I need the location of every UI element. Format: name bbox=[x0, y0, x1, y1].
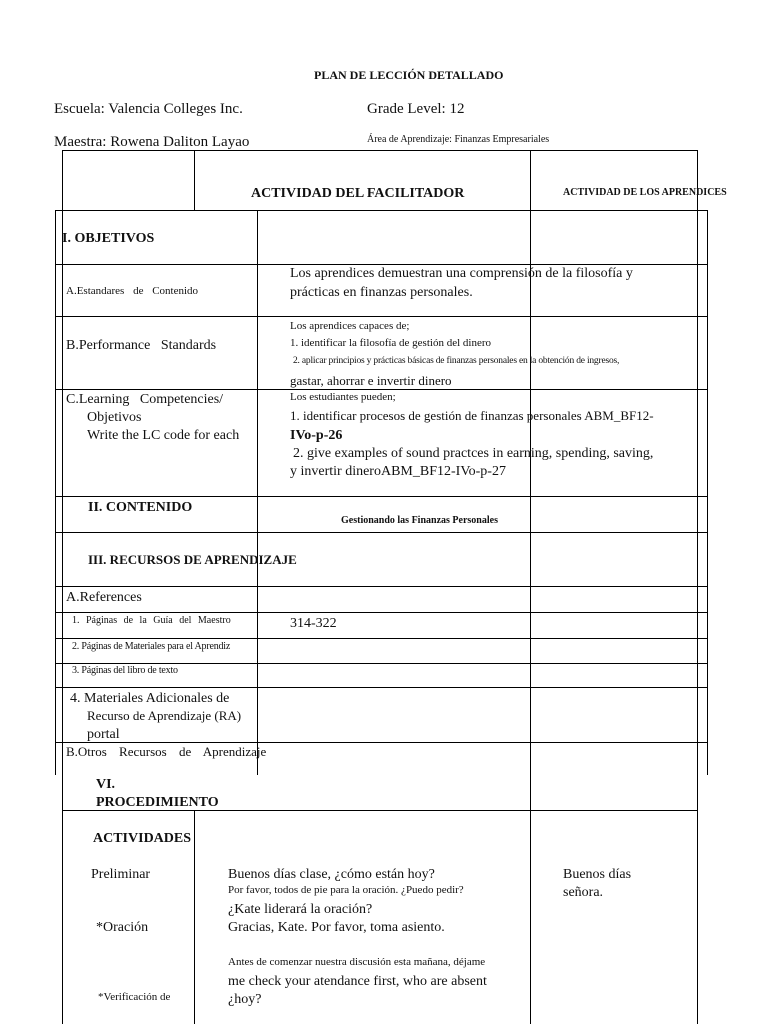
other-resources-label: B.Otros Recursos de Aprendizaje bbox=[66, 744, 267, 759]
grade-level: Grade Level: 12 bbox=[367, 101, 465, 117]
additional-materials-label: 4. Materiales Adicionales de bbox=[70, 691, 230, 706]
table-rule bbox=[55, 532, 708, 533]
table-rule bbox=[55, 496, 708, 497]
learning-area: Área de Aprendizaje: Finanzas Empresariales bbox=[367, 134, 550, 145]
learning-competencies-text: IVo-p-26 bbox=[290, 428, 343, 443]
additional-materials-label: portal bbox=[87, 727, 120, 742]
procedure-heading: VI. bbox=[96, 777, 116, 792]
table-rule-right-outer bbox=[707, 210, 708, 775]
learning-competencies-text: y invertir dineroABM_BF12-IVo-p-27 bbox=[290, 464, 506, 479]
teacher-guide-pages: 314-322 bbox=[290, 616, 337, 631]
facilitator-column-header: ACTIVIDAD DEL FACILITADOR bbox=[251, 186, 465, 201]
facilitator-line: Antes de comenzar nuestra discusión esta mañana, déjame bbox=[228, 956, 486, 968]
additional-materials-label: Recurso de Aprendizaje (RA) bbox=[87, 708, 242, 723]
facilitator-line: ¿hoy? bbox=[228, 992, 262, 1007]
table-rule-col1 bbox=[257, 210, 258, 775]
table-rule bbox=[55, 586, 708, 587]
school-name: Escuela: Valencia Colleges Inc. bbox=[54, 101, 243, 117]
learners-column-header: ACTIVIDAD DE LOS APRENDICES bbox=[563, 187, 727, 198]
content-standards-text: prácticas en finanzas personales. bbox=[290, 285, 473, 300]
learning-competencies-label: Write the LC code for each bbox=[87, 428, 240, 443]
content-heading: II. CONTENIDO bbox=[88, 500, 193, 515]
activities-heading: ACTIVIDADES bbox=[93, 831, 192, 846]
learning-competencies-label: Objetivos bbox=[87, 410, 142, 425]
teacher-name: Maestra: Rowena Daliton Layao bbox=[54, 134, 250, 150]
resources-heading: III. RECURSOS DE APRENDIZAJE bbox=[88, 552, 297, 567]
performance-standards-text: Los aprendices capaces de; bbox=[290, 320, 410, 332]
preliminary-label: Preliminar bbox=[91, 867, 151, 882]
prayer-label: *Oración bbox=[96, 920, 149, 935]
learning-competencies-text: Los estudiantes pueden; bbox=[290, 391, 396, 403]
objectives-heading: I. OBJETIVOS bbox=[62, 231, 155, 246]
document-title: PLAN DE LECCIÓN DETALLADO bbox=[314, 68, 504, 82]
learning-competencies-text: 1. identificar procesos de gestión de finanzas personales ABM_BF12- bbox=[290, 408, 654, 423]
facilitator-line: me check your atendance first, who are absent bbox=[228, 974, 487, 989]
table-rule-left-inner bbox=[62, 150, 63, 1024]
learners-line: Buenos días bbox=[563, 867, 632, 882]
table-rule bbox=[55, 687, 708, 688]
facilitator-line: Buenos días clase, ¿cómo están hoy? bbox=[228, 867, 435, 882]
learners-line: señora. bbox=[563, 885, 604, 900]
table-rule bbox=[55, 264, 708, 265]
attendance-label: *Verificación de bbox=[98, 991, 171, 1003]
performance-standards-text: 1. identificar la filosofía de gestión del dinero bbox=[290, 337, 491, 349]
table-rule bbox=[55, 389, 708, 390]
references-label: A.References bbox=[66, 590, 142, 605]
textbook-label: 3. Páginas del libro de texto bbox=[72, 665, 178, 676]
table-rule-right-inner bbox=[697, 150, 698, 1024]
procedure-heading: PROCEDIMIENTO bbox=[96, 795, 219, 810]
learner-materials-label: 2. Páginas de Materiales para el Aprendiz bbox=[72, 641, 231, 652]
performance-standards-text: gastar, ahorrar e invertir dinero bbox=[290, 373, 452, 388]
table-border-top bbox=[62, 150, 698, 151]
facilitator-line: Por favor, todos de pie para la oración. ¿Puedo pedir? bbox=[228, 884, 464, 896]
table-rule bbox=[55, 663, 708, 664]
content-standards-label: A.Estandares de Contenido bbox=[66, 285, 199, 297]
table-rule bbox=[55, 638, 708, 639]
performance-standards-label: B.Performance Standards bbox=[66, 338, 217, 353]
table-rule bbox=[55, 742, 708, 743]
teacher-guide-label: 1. Páginas de la Guía del Maestro bbox=[72, 615, 231, 626]
table-rule bbox=[55, 316, 708, 317]
facilitator-line: Gracias, Kate. Por favor, toma asiento. bbox=[228, 920, 445, 935]
facilitator-line: ¿Kate liderará la oración? bbox=[228, 902, 373, 917]
learning-competencies-text: 2. give examples of sound practces in earning, spending, saving, bbox=[293, 446, 654, 461]
table-rule bbox=[55, 612, 708, 613]
content-standards-text: Los aprendices demuestran una comprensión de la filosofía y bbox=[290, 266, 633, 281]
table-rule bbox=[55, 210, 708, 211]
table-rule-left-outer bbox=[55, 210, 56, 775]
performance-standards-text: 2. aplicar principios y prácticas básicas de finanzas personales en la obtención de ingresos, bbox=[293, 356, 620, 366]
learning-competencies-label: C.Learning Competencies/ bbox=[66, 392, 224, 407]
table-rule-col1-top bbox=[194, 150, 195, 210]
table-rule-col1-bottom bbox=[194, 810, 195, 1024]
content-topic: Gestionando las Finanzas Personales bbox=[341, 515, 498, 526]
